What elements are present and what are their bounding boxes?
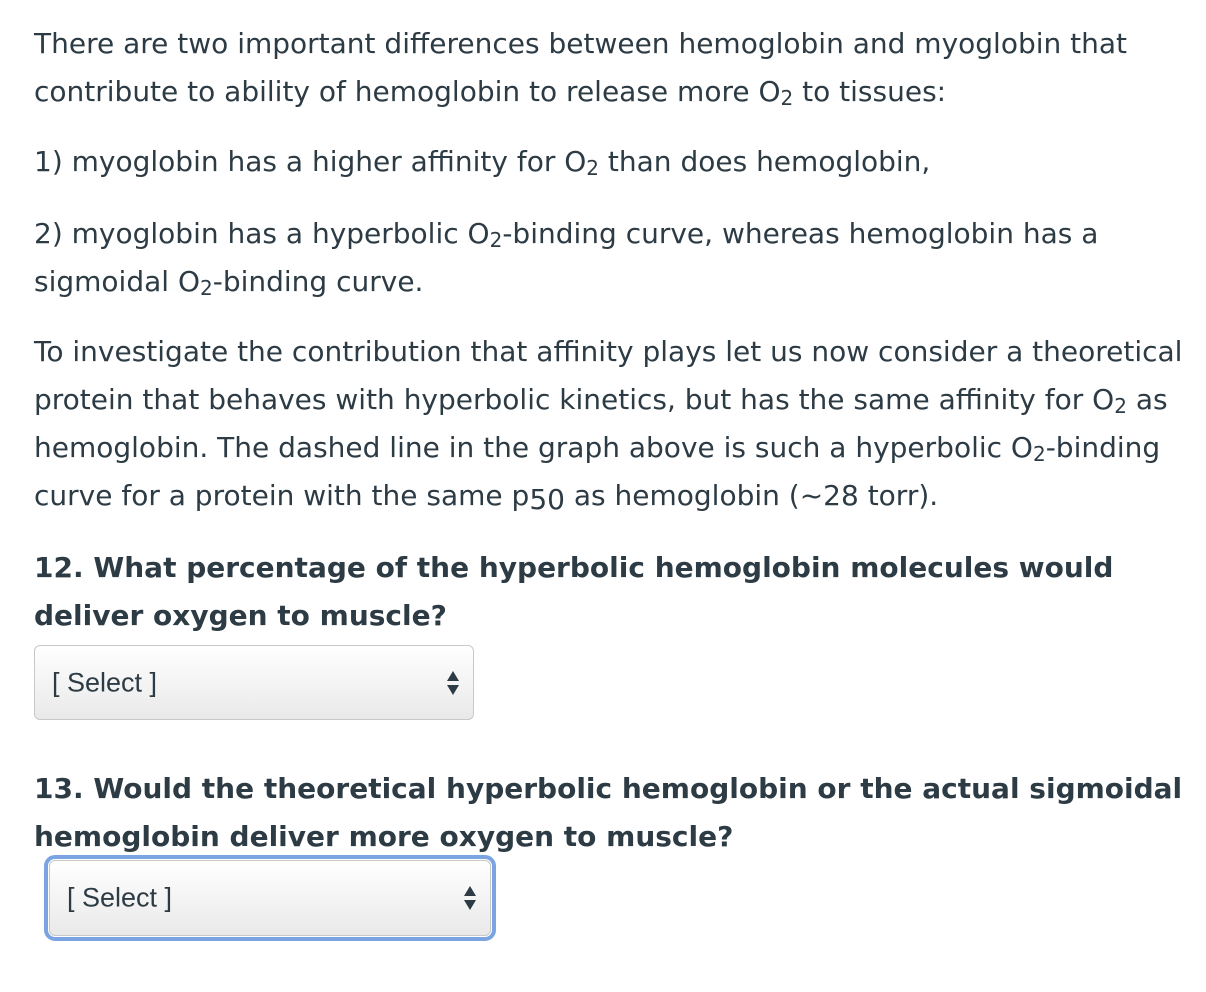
point-1-text-a: 1) myoglobin has a higher affinity for O (34, 145, 587, 178)
point-2-subscript-2: 2 (199, 276, 213, 300)
intro-text-a: There are two important differences between hemoglobin and myoglobin that contribute to ability of hemoglobin to release more O (34, 27, 1128, 108)
point-1-subscript: 2 (586, 156, 600, 180)
investigate-paragraph (34, 328, 1184, 520)
question-13-text: 13. Would the theoretical hyperbolic hemoglobin or the actual sigmoidal hemoglobin deliver more oxygen to muscle? (34, 772, 1183, 853)
point-2-subscript-1: 2 (489, 228, 503, 252)
select-arrows-icon (447, 671, 459, 695)
intro-text-b: to tissues: (793, 75, 947, 108)
select-arrows-icon (464, 886, 476, 910)
investigate-subscript-3: 50 (529, 483, 565, 516)
question-12-select-label: [ Select ] (52, 667, 158, 697)
investigate-subscript-2: 2 (1032, 442, 1046, 466)
point-1-paragraph (34, 138, 1184, 186)
question-12-select[interactable] (34, 645, 474, 720)
point-2-text-c: -binding curve. (212, 265, 424, 298)
investigate-subscript-1: 2 (1114, 394, 1127, 418)
question-content (34, 20, 1184, 640)
point-2-text-a: 2) myoglobin has a hyperbolic O (34, 217, 490, 250)
intro-paragraph (34, 20, 1184, 116)
point-2-text-b: -binding curve, whereas hemoglobin has a sigmoidal O (34, 217, 1099, 298)
investigate-text-a: To investigate the contribution that affinity plays let us now consider a theoretical protein that behaves with hyperbolic kinetics, but has the same affinity for O (34, 335, 1183, 416)
intro-subscript: 2 (780, 86, 794, 110)
question-13-select-label: [ Select ] (67, 882, 173, 913)
question-13-select[interactable] (49, 860, 491, 936)
investigate-text-d: as hemoglobin (~28 torr). (564, 479, 939, 512)
investigate-text-b: as hemoglobin. The dashed line in the graph above is such a hyperbolic O (34, 383, 1168, 464)
point-2-paragraph (34, 210, 1184, 306)
investigate-text-c: -binding curve for a protein with the same p (34, 431, 1161, 512)
question-12-text: 12. What percentage of the hyperbolic hemoglobin molecules would deliver oxygen to muscle? (34, 551, 1114, 632)
point-1-text-b: than does hemoglobin, (599, 145, 931, 178)
